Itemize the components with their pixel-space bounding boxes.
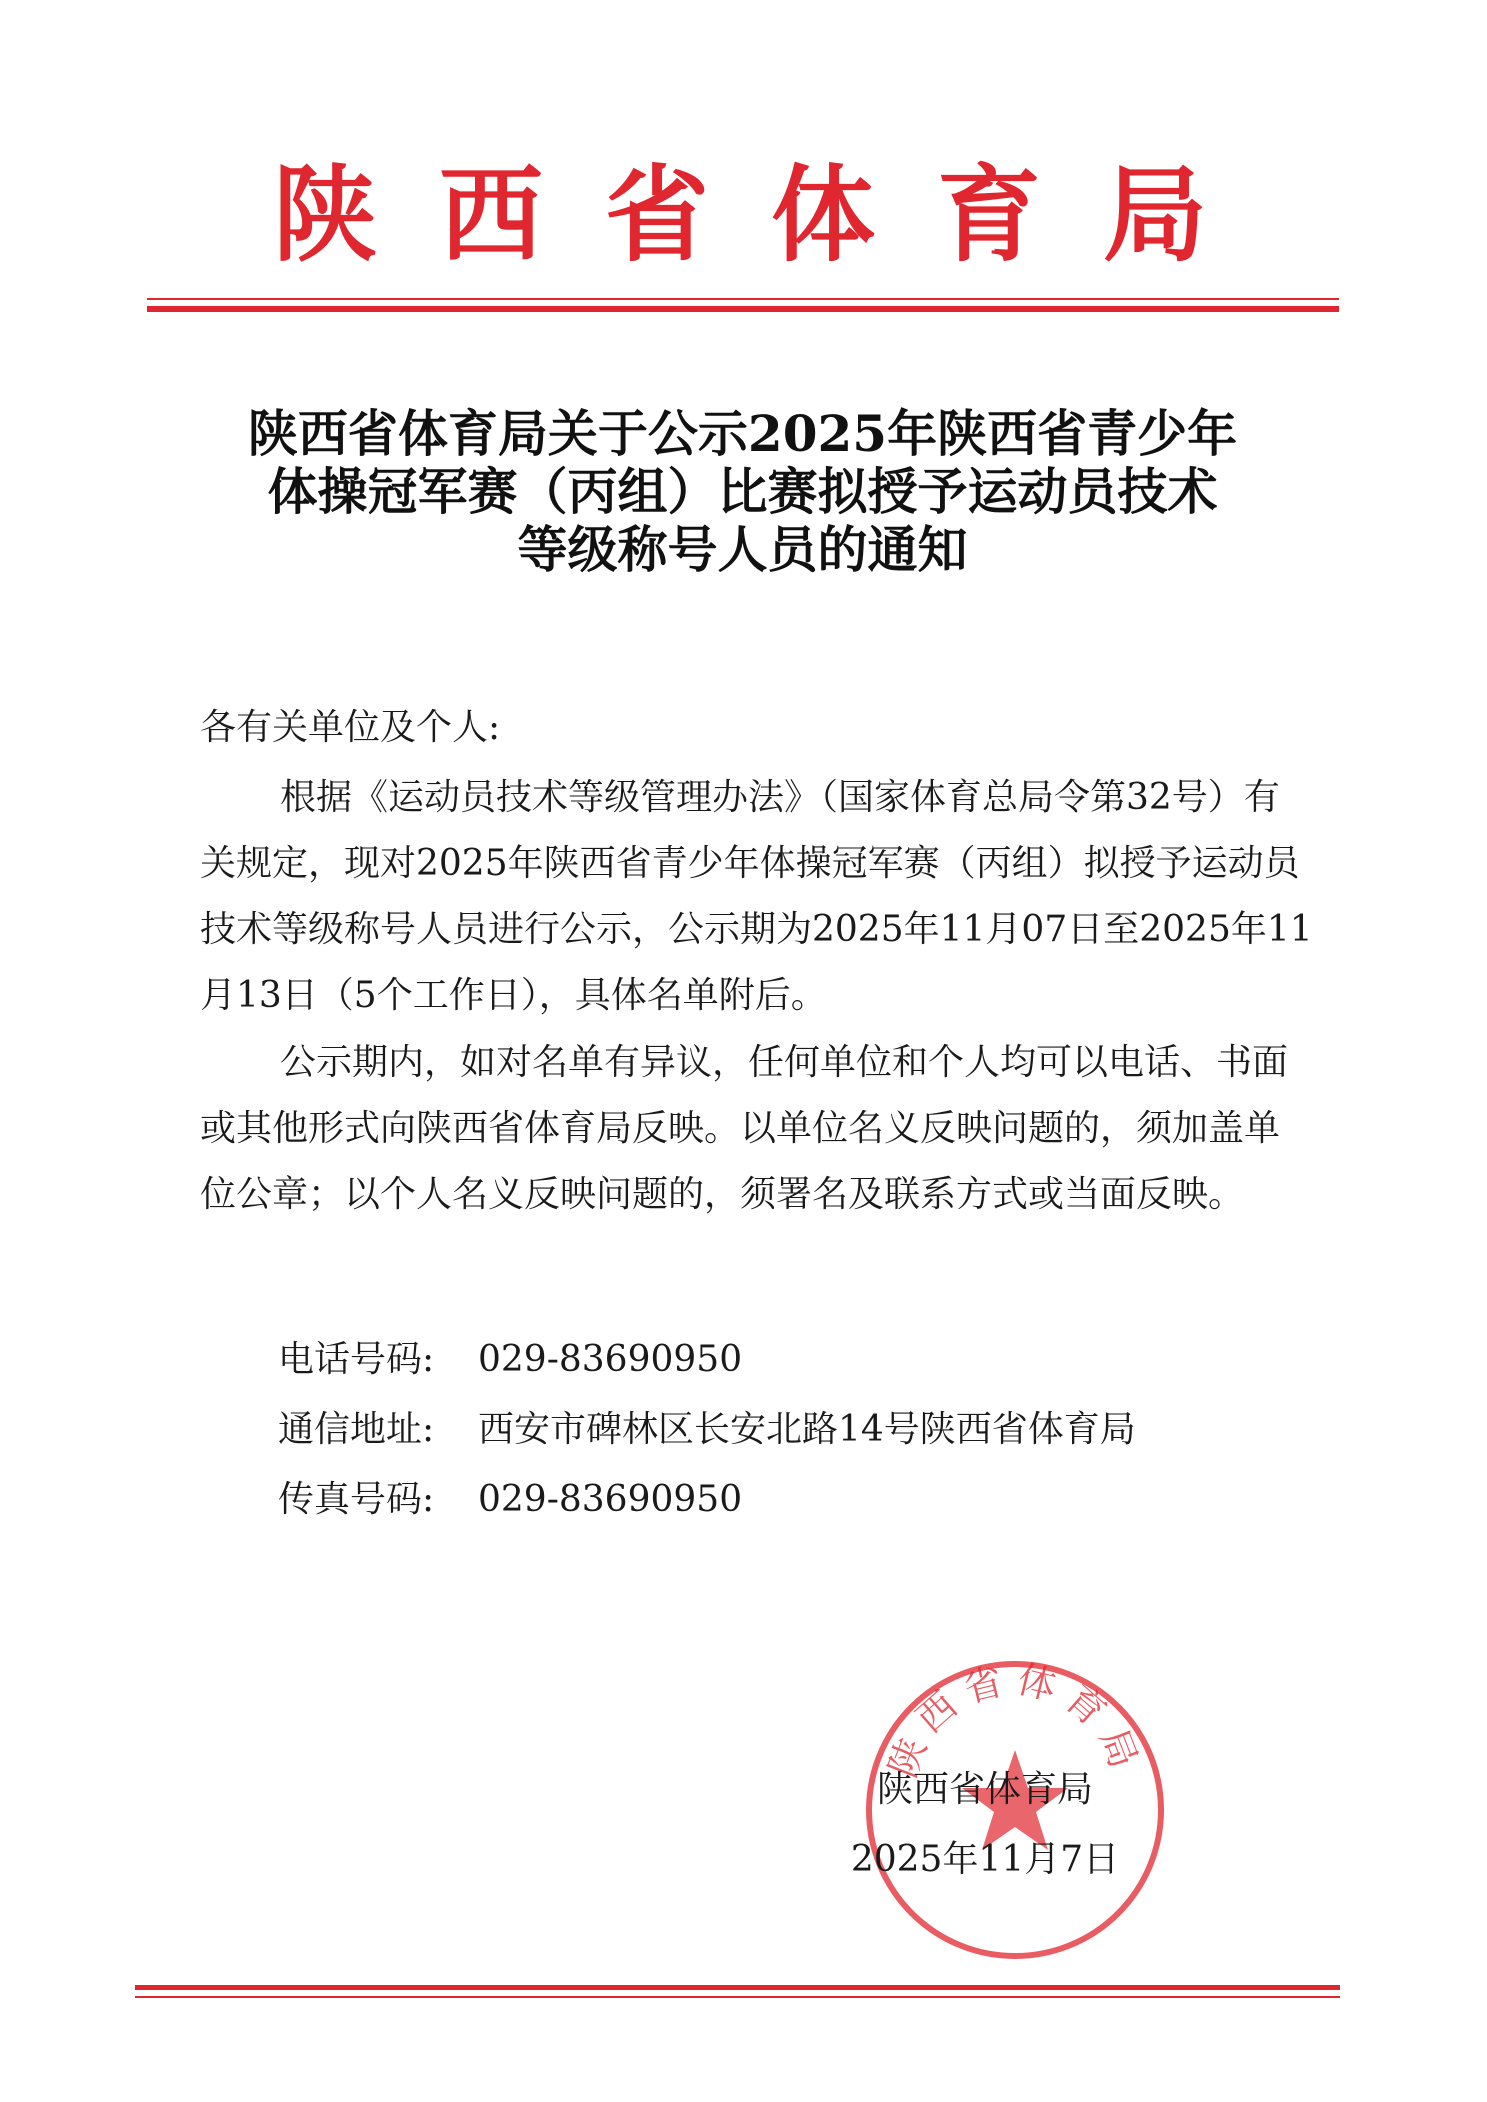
notice-title-line-2: 体操冠军赛（丙组）比赛拟授予运动员技术 <box>267 462 1218 521</box>
contact-address-label: 通信地址: <box>278 1409 435 1450</box>
masthead-org-name: 陕西省体育局 <box>272 154 1269 276</box>
notice-title-line-3: 等级称号人员的通知 <box>517 520 968 579</box>
contact-phone <box>278 1330 742 1390</box>
signature-block <box>820 1755 1150 1895</box>
body-paragraph-1: 根据《运动员技术等级管理办法》（国家体育总局令第32号）有关规定，现对2025年陕西省青少年体操冠军赛（丙组）拟授予运动员技术等级称号人员进行公示，公示期为2025年11月07日至2025年11月13日（5个工作日），具体名单附后。 <box>200 777 1313 1016</box>
masthead-divider-thin <box>147 298 1339 300</box>
contact-fax-label: 传真号码: <box>278 1479 435 1520</box>
signature-date: 2025年11月7日 <box>850 1839 1120 1880</box>
footer-divider-thick <box>135 1985 1340 1990</box>
seal-arc-text-path: 陕西省体育局 <box>880 1656 1150 1784</box>
contact-phone-label: 电话号码: <box>278 1339 435 1380</box>
masthead-divider-thick <box>147 306 1339 312</box>
footer-divider-thin <box>135 1996 1340 1998</box>
contact-fax <box>278 1470 742 1530</box>
contact-address <box>278 1400 1136 1460</box>
signature-issuer: 陕西省体育局 <box>876 1769 1093 1810</box>
notice-title <box>180 405 1305 579</box>
notice-title-line-1: 陕西省体育局关于公示2025年陕西省青少年 <box>247 404 1238 463</box>
contact-phone-value: 029-83690950 <box>478 1339 743 1380</box>
contact-address-value: 西安市碑林区长安北路14号陕西省体育局 <box>478 1409 1136 1450</box>
salutation: 各有关单位及个人: <box>200 707 501 748</box>
body-paragraph-2: 公示期内，如对名单有异议，任何单位和个人均可以电话、书面或其他形式向陕西省体育局反映。以单位名义反映问题的，须加盖单位公章；以个人名义反映问题的，须署名及联系方式或当面反映。 <box>200 1042 1289 1215</box>
contact-fax-value: 029-83690950 <box>478 1479 743 1520</box>
